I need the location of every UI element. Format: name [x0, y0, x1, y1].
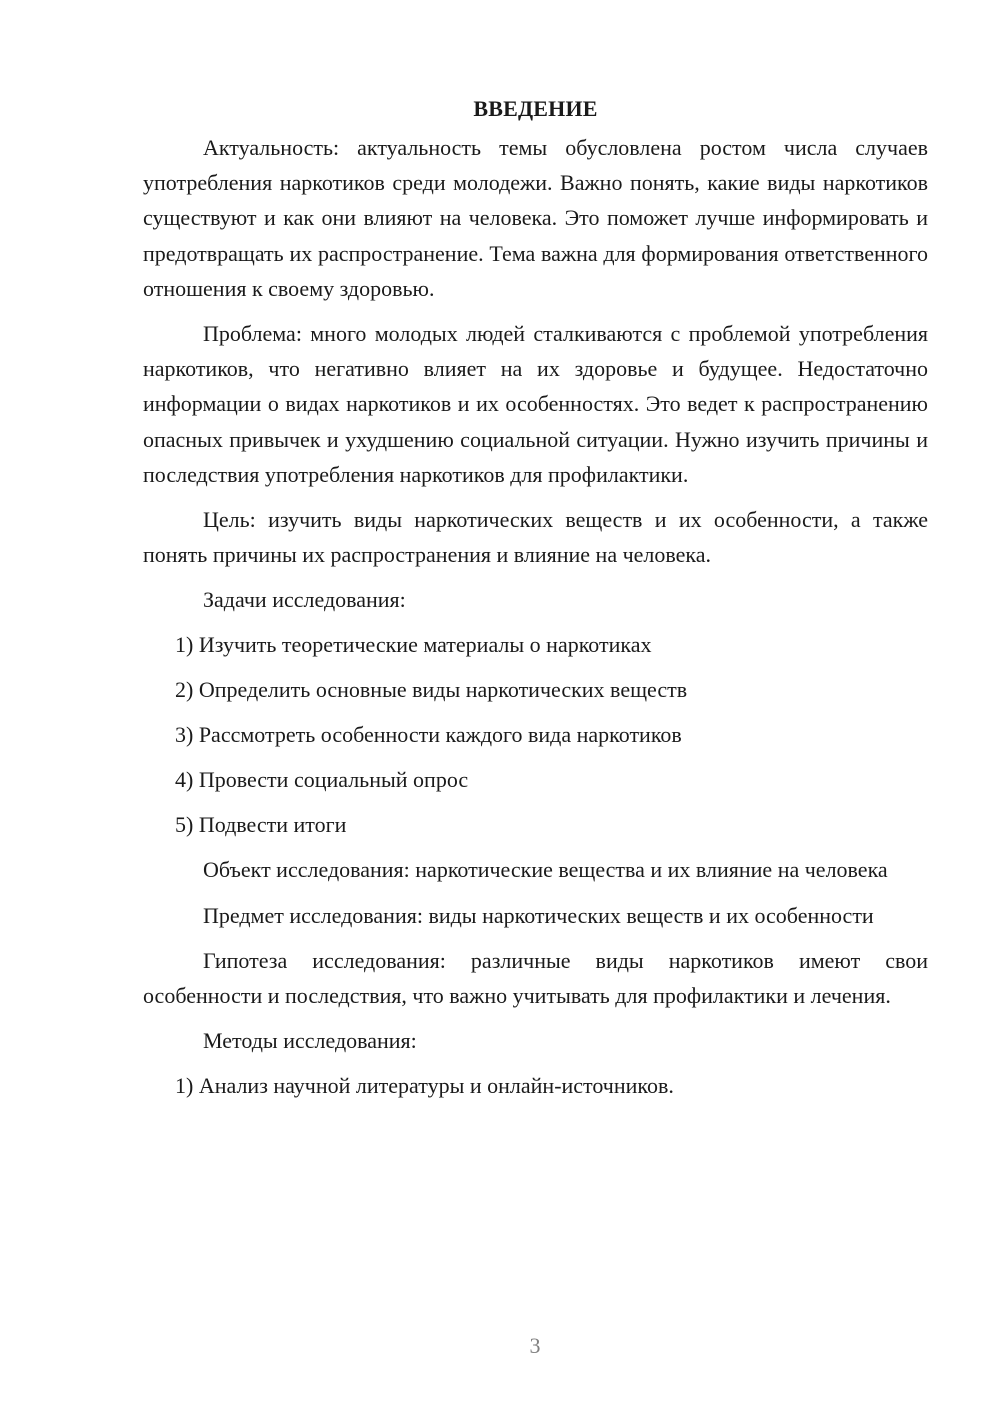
list-item: 5) Подвести итоги	[175, 812, 347, 838]
problem-paragraph: Проблема: много молодых людей сталкиваются с проблемой употребления наркотиков, что негативно влияет на их здоровье и будущее. Недостаточно информации о видах наркотиков и их особенностях. Это ведет к распространению опасных привычек и ухудшению социальной ситуации. Нужно изучить причины и последствия употребления наркотиков для профилактики.	[143, 321, 928, 487]
list-item: 1) Изучить теоретические материалы о наркотиках	[175, 632, 652, 658]
list-item: 1) Анализ научной литературы и онлайн-источников.	[175, 1073, 674, 1099]
tasks-label: Задачи исследования:	[203, 587, 406, 613]
tasks-list	[143, 627, 928, 842]
hypothesis-paragraph: Гипотеза исследования: различные виды наркотиков имеют свои особенности и последствия, что важно учитывать для профилактики и лечения.	[143, 947, 928, 1009]
relevance-paragraph: Актуальность: актуальность темы обусловлена ростом числа случаев употребления наркотиков среди молодежи. Важно понять, какие виды наркотиков существуют и как они влияют на человека. Это поможет лучше информировать и предотвращать их распространение. Тема важна для формирования ответственного отношения к своему здоровью.	[143, 135, 928, 301]
methods-label: Методы исследования:	[203, 1028, 417, 1054]
subject-paragraph: Предмет исследования: виды наркотических веществ и их особенности	[203, 902, 874, 928]
list-item: 3) Рассмотреть особенности каждого вида наркотиков	[175, 722, 682, 748]
section-title: ВВЕДЕНИЕ	[473, 96, 598, 121]
page-number: 3	[529, 1333, 541, 1358]
object-paragraph: Объект исследования: наркотические вещества и их влияние на человека	[203, 857, 888, 883]
goal-paragraph: Цель: изучить виды наркотических веществ и их особенности, а также понять причины их распространения и влияние на человека.	[143, 507, 928, 568]
methods-list	[143, 1068, 928, 1103]
list-item: 4) Провести социальный опрос	[175, 767, 469, 793]
list-item: 2) Определить основные виды наркотических веществ	[175, 677, 688, 703]
document-page	[143, 92, 928, 1113]
